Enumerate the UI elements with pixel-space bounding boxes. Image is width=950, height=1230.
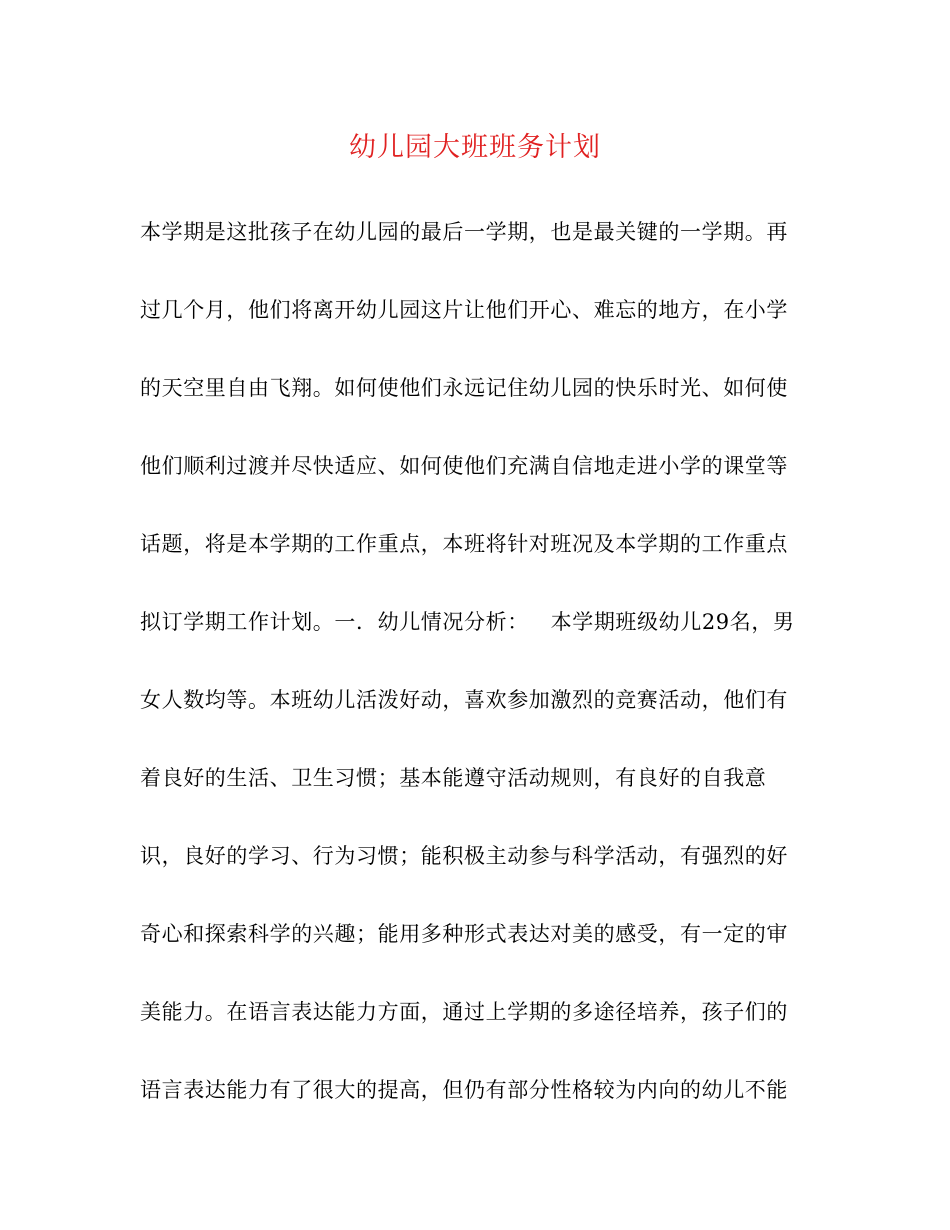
document-body [140,212,820,1148]
body-line: 话题，将是本学期的工作重点，本班将针对班况及本学期的工作重点 [140,532,788,556]
body-line: 的天空里自由飞翔。如何使他们永远记住幼儿园的快乐时光、如何使 [140,376,788,400]
body-line: 美能力。在语言表达能力方面，通过上学期的多途径培养，孩子们的 [140,1000,788,1024]
body-line: 过几个月，他们将离开幼儿园这片让他们开心、难忘的地方，在小学 [140,298,788,322]
body-line: 奇心和探索科学的兴趣；能用多种形式表达对美的感受，有一定的审 [140,922,788,946]
body-line: 着良好的生活、卫生习惯；基本能遵守活动规则，有良好的自我意 [140,766,767,790]
body-line: 他们顺利过渡并尽快适应、如何使他们充满自信地走进小学的课堂等 [140,454,788,478]
document-title: 幼儿园大班班务计划 [349,132,601,163]
body-line: 识，良好的学习、行为习惯；能积极主动参与科学活动，有强烈的好 [140,844,788,868]
body-line: 本学期是这批孩子在幼儿园的最后一学期，也是最关键的一学期。再 [140,220,788,244]
body-line: 拟订学期工作计划。一．幼儿情况分析： 本学期班级幼儿29名，男 [140,610,795,634]
body-line: 语言表达能力有了很大的提高，但仍有部分性格较为内向的幼儿不能 [140,1078,788,1102]
body-line: 女人数均等。本班幼儿活泼好动，喜欢参加激烈的竞赛活动，他们有 [140,688,788,712]
